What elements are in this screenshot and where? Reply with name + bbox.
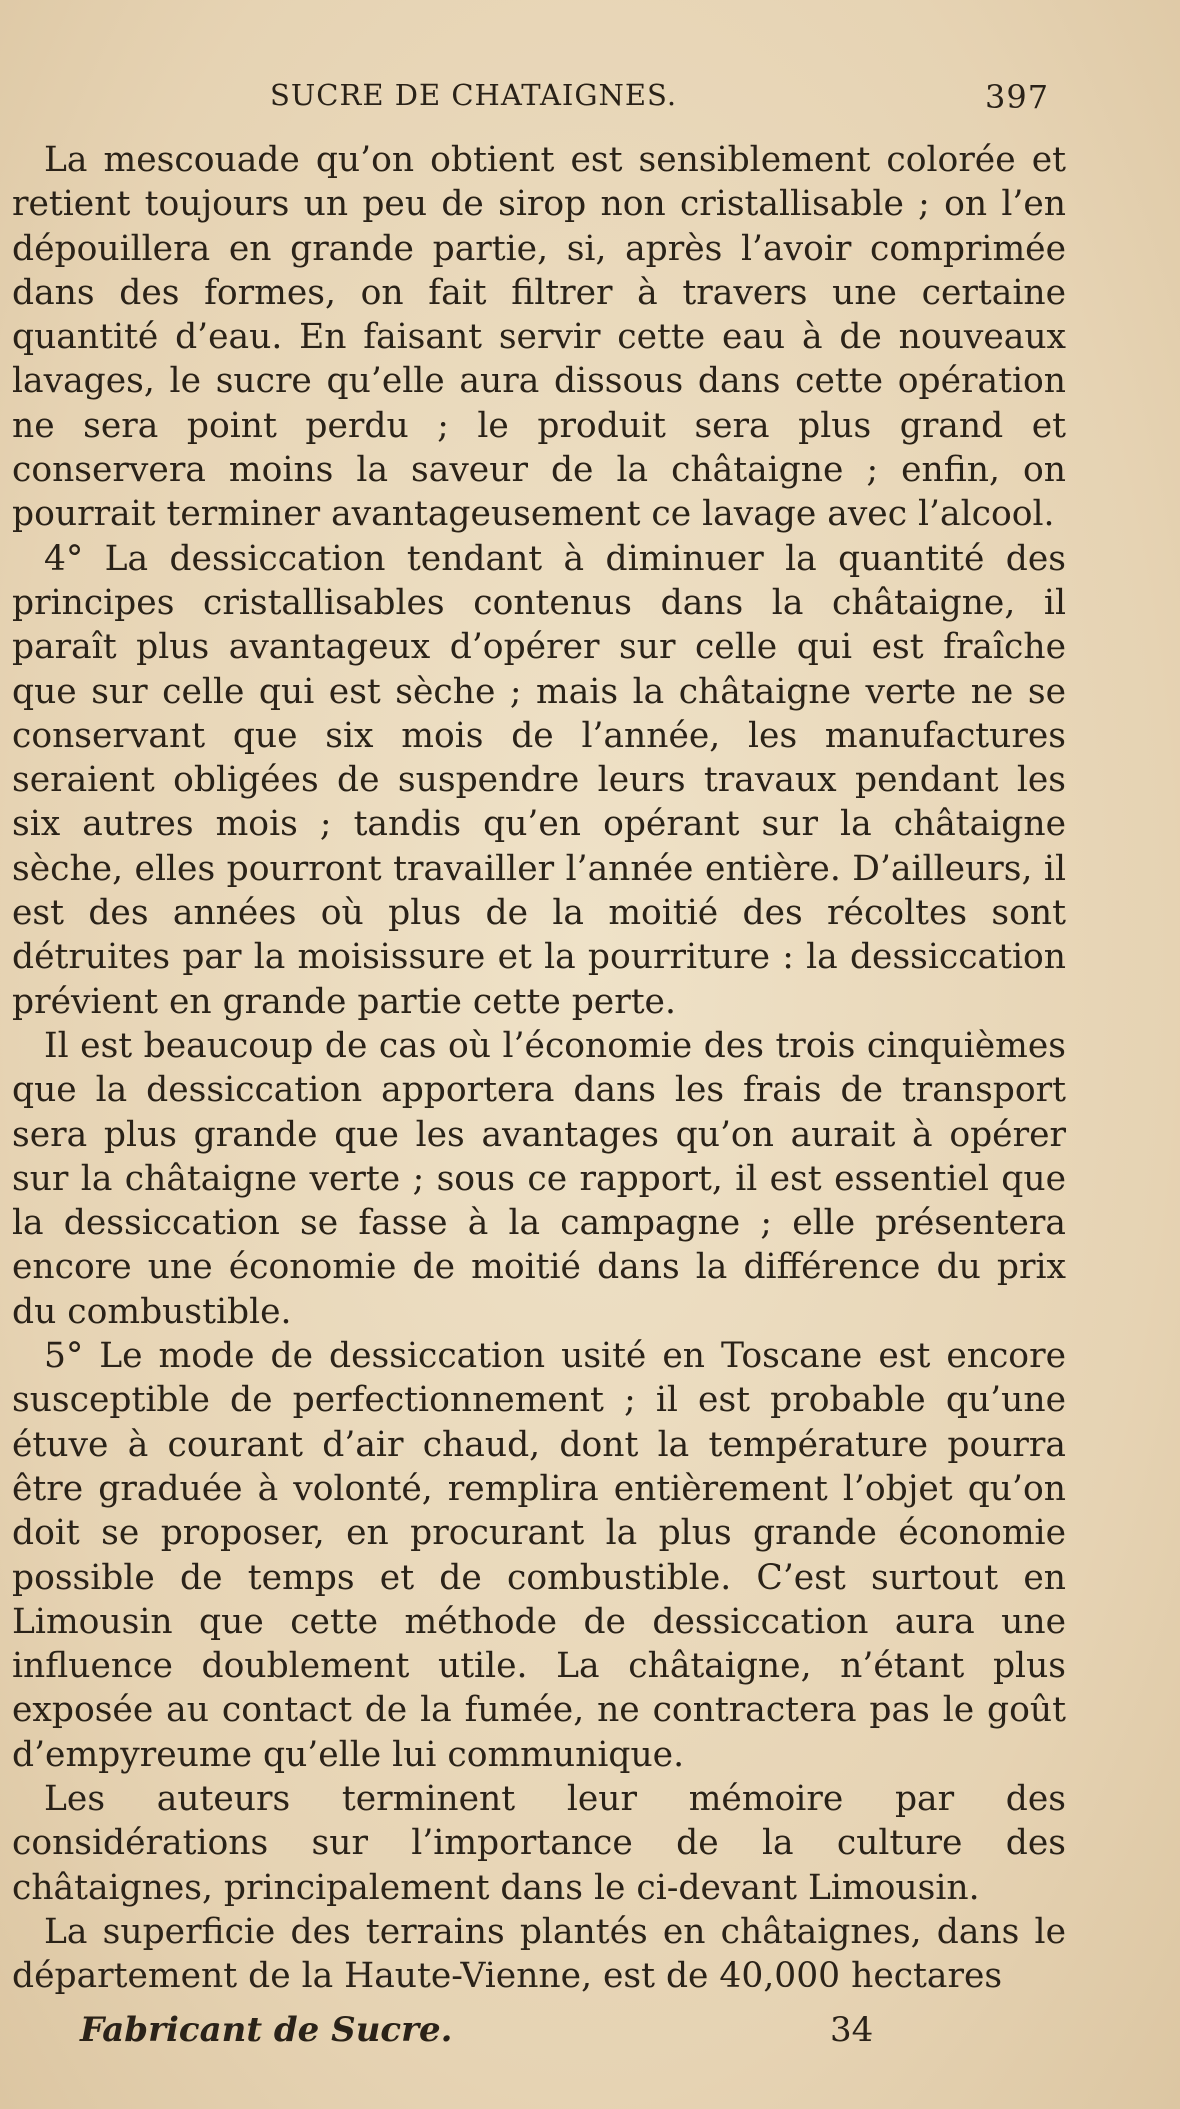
signature-line: Fabricant de Sucre. bbox=[80, 2010, 453, 2050]
paragraph: La superficie des terrains plantés en châtaignes, dans le département de la Haute-Vienne, est de 40,000 hectares bbox=[12, 1911, 1066, 1997]
sheet-number: 34 bbox=[830, 2010, 874, 2050]
running-head: SUCRE DE CHATAIGNES. bbox=[270, 78, 678, 112]
paragraph: La mescouade qu’on obtient est sensiblement colorée et retient toujours un peu de sirop non cristallisable ; on l’en dépouillera en grande partie, si, après l’avoir comprimée dans des formes, on fait filtrer à travers une certaine quantité d’eau. En faisant servir cette eau à de nouveaux lavages, le sucre qu’elle aura dissous dans cette opération ne sera point perdu ; le produit sera plus grand et conservera moins la saveur de la châtaigne ; enfin, on pourrait terminer avantageusement ce lavage avec l’alcool. bbox=[12, 140, 1066, 535]
paragraph: Les auteurs terminent leur mémoire par des considérations sur l’importance de la culture des châtaignes, principalement dans le ci-devant Limousin. bbox=[12, 1778, 1066, 1908]
paragraph: 5° Le mode de dessiccation usité en Toscane est encore susceptible de perfectionnement ; il est probable qu’une étuve à courant d’air chaud, dont la température pourra être graduée à volonté, remplira entièrement l’objet qu’on doit se proposer, en procurant la plus grande économie possible de temps et de combustible. C’est surtout en Limousin que cette méthode de dessiccation aura une influence doublement utile. La châtaigne, n’étant plus exposée au contact de la fumée, ne contractera pas le goût d’empyreume qu’elle lui communique. bbox=[12, 1336, 1066, 1775]
paragraph: 4° La dessiccation tendant à diminuer la quantité des principes cristallisables contenus dans la châtaigne, il paraît plus avantageux d’opérer sur celle qui est fraîche que sur celle qui est sèche ; mais la châtaigne verte ne se conservant que six mois de l’année, les manufactures seraient obligées de suspendre leurs travaux pendant les six autres mois ; tandis qu’en opérant sur la châtaigne sèche, elles pourront travailler l’année entière. D’ailleurs, il est des années où plus de la moitié des récoltes sont détruites par la moisissure et la pourriture : la dessiccation prévient en grande partie cette perte. bbox=[12, 538, 1066, 1022]
page-footer bbox=[0, 2010, 1180, 2060]
body-text bbox=[12, 138, 1066, 1998]
page-number: 397 bbox=[985, 78, 1050, 116]
page-header bbox=[0, 78, 1180, 122]
paragraph: Il est beaucoup de cas où l’économie des trois cinquièmes que la dessiccation apportera dans les frais de transport sera plus grande que les avantages qu’on aurait à opérer sur la châtaigne verte ; sous ce rapport, il est essentiel que la dessiccation se fasse à la campagne ; elle présentera encore une économie de moitié dans la différence du prix du combustible. bbox=[12, 1025, 1066, 1332]
